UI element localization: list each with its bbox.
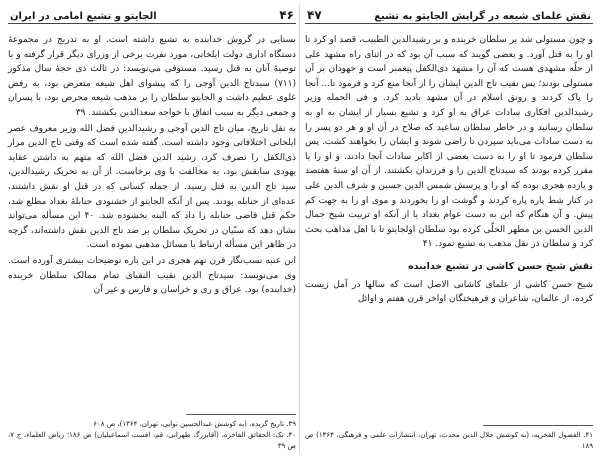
page-gutter: [299, 4, 300, 453]
footnote-40: ۴۰. نک: الحقائق الفاخره، (آقابزرگ طهرانی، قم، افست اسماعیلیان) ص ۱۸۶؛ ریاض العلماء، ج ۷، ص ۳۹: [8, 431, 296, 450]
right-page-header: [305, 8, 593, 24]
left-page-header: [8, 8, 296, 24]
left-paragraph-1: بستایی در گروش خدابنده به تشیع داشته است. او به تدریج در مجموعهٔ دستگاه اداری دولت ایلخانی، مورد نفرت برخی از وزرای دیگر قرار گرفته و با توصیهٔ آنان به قتل رسید. مستوفی می‌نویسد: در ثالث ذی حجهٔ سال مذکور (۷۱۱) سیدتاج الدین آوجی را که پیشوای اهل شیعه متعرض بود، به رفض غلوی عظیم داشت و الجایتو سلطان را بر مذهب شیعه محرض بود، با پسران و جمعی دیگر به سبب اتفاق با خواجه سعدالدین بکشتند. ۳۹: [8, 35, 296, 118]
section-paragraph: شیخ حسن کاشی از علمای کاشانی الاصل است که سالها در آمل زیست کرده، از عالمان، شاعران و فرهیختگان اواخر قرن هفتم و اوائل: [305, 279, 593, 305]
right-page-body: [305, 33, 593, 307]
footnote-rule: [186, 414, 296, 415]
right-page: [305, 8, 593, 452]
left-paragraph-2: به نقل تاریخ، میان تاج الدین آوجی و رشیدالدین فضل الله وزیر معروف عصر ایلخانی اختلافاتی وجود داشته است. گفته شده است که وقتی تاج الدین مزار ذی‌الکفل را تصرف کرد، رشید الدین فضل الله که متهم به داشتن عقاید یهودی سابقش بود، به مخالفت با وی برخاست. از آن به تحریک رشیدالدین، سید تاج الدین به قتل رسید. از جمله کسانی که در قتل او نقش داشتند، عده‌ای از حنابله بودند. پس از آنکه الجایتو از خشنودی حنابلهٔ بغداد مطلع شد، حکم قتل قاضی حنابله را داد که البته بخشوده شد. ۴۰ این مسأله می‌تواند نشان دهد که سنّیان در تحریک سلطان بر ضد تاج الدین نقش داشته‌اند، گرچه در ظاهر این مسأله ارتباط با مسائل مذهبی نموده است.: [8, 123, 296, 251]
footnote-rule: [483, 425, 593, 426]
section-heading: نقش شیخ حسن کاشی در تشیع خدابنده: [408, 260, 593, 272]
footnote-41: ۴۱. الفصول الفخریه، (به کوشش جلال الدین محدث، تهران، انتشارات علمی و فرهنگی، ۱۳۶۴) ص ۱۸۹: [305, 431, 593, 450]
left-footnotes: [8, 414, 296, 452]
left-paragraph-3: ابن عنبه نسب‌نگار قرن نهم هجری در این باره توضیحات بیشتری آورده است. وی می‌نویسد: سیدتاج الدین نقیب النقبای تمام ممالک سلطان خربنده (خدابنده) بود. عراق و ری و خراسان و فارس و غیر آن: [8, 255, 296, 296]
footnote-39: ۳۹. تاریخ گزیده، (به کوشش عبدالحسین نوایی، تهران، ۱۳۶۴)، ص ۶۰۸: [93, 420, 296, 428]
right-footnotes: [305, 425, 593, 452]
right-running-title: نقش علمای شیعه در گرایش الجایتو به تشیع: [374, 11, 591, 22]
left-page-body: [8, 33, 296, 298]
left-page: [8, 8, 296, 452]
right-paragraph-1: و چون مستولی شد بر سلطان خربنده و بر رشیدالدین الطبیب، قصد او کرد تا او را به قتل آورد. و بعضی گویند که سبب آن بود که در اثنای راه مشهد علی از حلّه مشهدی هست که آن را مشهد ذی‌الکفل پیغمبر است و جهودان بر آن مستولی بودند؛ پس نقیب تاج الدین ایشان را از آنجا منع کرد و فرمود تا... آنجا را پاک کردند و رونق اسلام در آن مشهد بادید کرد. و فی الجمله وزیر رشیدالدین افکاری سادات عراق به او کرد و تشیع بسیار از ایشان به او به سلطان رسانید و در خاطر سلطان ساعید که صلاح در آن او و هر دو پسر را به دست سادات می‌باید سپردن تا راضی شوند و ایشان را بخواهند کشت. پس سلطان فرمود تا او را به دست بعضی از اکابر سادات آنجا دادند. و او را با مقرر کرده بودند که سیدتاج الدین را و فرزندان بکشتند. از آن او سنهٔ هفتصد و یازده هجری بوده که او را و پرسش شمس الدین حسین و شرف الدین علی در کنار شط پاره پاره کردند و گوشت او را بخوردند و موی او را به جهت کم پیش. و آن هنگام که ابن به دست عوام بغداد یا از آنکه او تربیت شیخ جمال الدین الحسن بن مطهر الحلّی کرده بود سلطان اولجایتو تا با اهل مذاهب بحث کرد و سلطان در نقل مذهب به تشیع نمود. ۴۱: [305, 35, 593, 250]
left-page-number: ۴۶: [279, 8, 294, 22]
left-running-title: الجایتو و تشیع امامی در ایران: [10, 11, 157, 22]
right-page-number: ۴۷: [307, 8, 322, 22]
